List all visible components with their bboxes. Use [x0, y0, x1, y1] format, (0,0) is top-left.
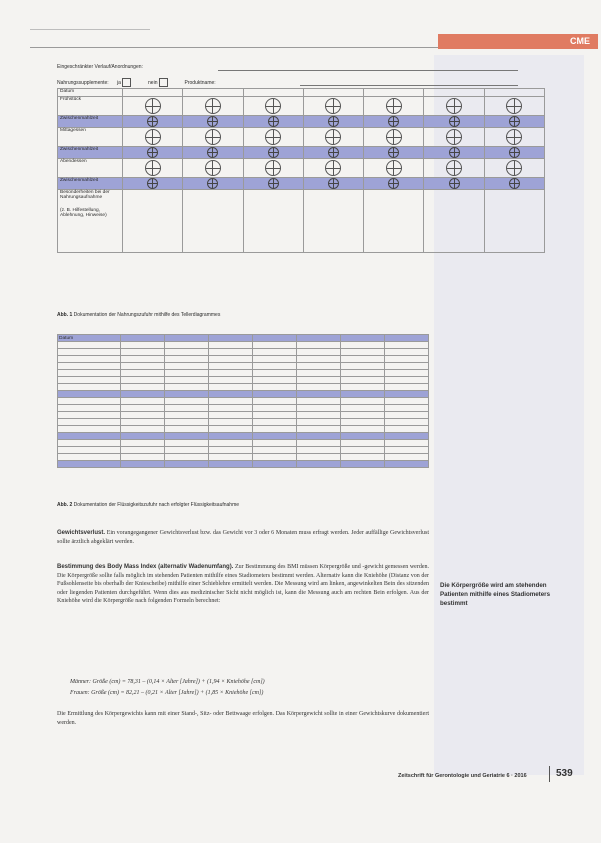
checkbox-nein[interactable]: [159, 78, 168, 87]
plate-icon[interactable]: [207, 116, 218, 127]
form-underline: [218, 70, 518, 71]
plate-icon[interactable]: [449, 116, 460, 127]
checkbox-ja[interactable]: [122, 78, 131, 87]
plate-icon[interactable]: [509, 147, 520, 158]
plate-icon[interactable]: [449, 178, 460, 189]
notes-label-cell: Besonderheiten bei der Nahrungsaufnahme (z. B. Hilfestellung, Ablehnung, Hinweise): [58, 190, 123, 253]
sidebar-note: Die Körpergröße wird am stehenden Patienten mithilfe eines Stadiometers bestimmt: [440, 582, 551, 607]
plate-icon[interactable]: [265, 129, 281, 145]
figure-1-caption: Abb. 1 Dokumentation der Nahrungszufuhr mithilfe des Tellerdiagrammes: [57, 312, 221, 318]
formula-men: Männer: Größe (cm) = 78,31 – (0,14 × Alter [Jahre]) + (1,94 × Kniehöhe [cm]): [70, 679, 265, 685]
plate-icon[interactable]: [268, 147, 279, 158]
plate-diagram-table: [57, 88, 545, 253]
plate-icon[interactable]: [265, 160, 281, 176]
plate-icon[interactable]: [328, 116, 339, 127]
table2-date-cell: Datum: [58, 335, 121, 342]
plate-icon[interactable]: [145, 160, 161, 176]
plate-icon[interactable]: [205, 160, 221, 176]
plate-icon[interactable]: [325, 160, 341, 176]
paragraph-weight: Die Ermittlung des Körpergewichts kann mit einer Stand-, Sitz- oder Bettwaage erfolgen. Das Körpergewicht sollte in einer Gewichtskurve dokumentiert werden.: [57, 711, 429, 726]
row-label-dinner: Abendessen: [58, 159, 123, 178]
plate-icon[interactable]: [509, 178, 520, 189]
plate-icon[interactable]: [506, 160, 522, 176]
plate-icon[interactable]: [147, 147, 158, 158]
paragraph-bmi: Bestimmung des Body Mass Index (alternativ Wadenumfang). Zur Bestimmung des BMI müssen Körpergröße und -gewicht gemessen werden. Die Körpergröße sollte falls möglich im stehenden Patienten mithilfe eines Stadiometers bestimmt werden. Alternativ kann die Kniehöhe (Distanz von der Fußsohlenseite bis oberhalb der Kniescheibe) mithilfe einer Schieblehre ermittelt werden. Die Messung wird am linken, angewinkelten Bein des sitzenden oder liegenden Patienten durchgeführt. Wenn dies aus medizinischer Sicht nicht möglich ist, kann die Messung auch am rechten Bein erfolgen. Aus der Kniehöhe wird die Körpergröße nach folgenden Formeln berechnet:: [57, 564, 429, 605]
form-line-restrictions: Eingeschränkter Verlauf/Anordnungen:: [57, 64, 143, 70]
paragraph-weight-loss: Gewichtsverlust. Ein vorangegangener Gewichtsverlust bzw. das Gewicht vor 3 oder 6 Monaten muss erfragt werden. Jeder auffällige Gewichtsverlust sollte ärztlich abgeklärt werden.: [57, 530, 430, 545]
plate-icon[interactable]: [386, 129, 402, 145]
plate-icon[interactable]: [268, 178, 279, 189]
plate-icon[interactable]: [506, 129, 522, 145]
plate-icon[interactable]: [388, 178, 399, 189]
plate-icon[interactable]: [509, 116, 520, 127]
plate-icon[interactable]: [268, 116, 279, 127]
top-rule: [30, 29, 150, 30]
page-number: 539: [556, 768, 573, 779]
row-label-snack: Zwischenmahlzeit: [58, 116, 123, 128]
plate-icon[interactable]: [449, 147, 460, 158]
plate-icon[interactable]: [446, 98, 462, 114]
plate-icon[interactable]: [145, 98, 161, 114]
fluid-table: [57, 334, 429, 468]
plate-icon[interactable]: [207, 147, 218, 158]
formula-women: Frauen: Größe (cm) = 82,21 – (0,21 × Alter [Jahre]) + (1,85 × Kniehöhe [cm]): [70, 690, 264, 696]
plate-icon[interactable]: [205, 129, 221, 145]
plate-icon[interactable]: [147, 116, 158, 127]
plate-icon[interactable]: [207, 178, 218, 189]
plate-icon[interactable]: [145, 129, 161, 145]
cme-label: CME: [570, 36, 590, 46]
plate-icon[interactable]: [446, 129, 462, 145]
row-label-lunch: Mittagessen: [58, 128, 123, 147]
plate-icon[interactable]: [328, 147, 339, 158]
row-label-snack: Zwischenmahlzeit: [58, 178, 123, 190]
journal-footer: Zeitschrift für Gerontologie und Geriatrie 6 · 2016: [398, 773, 527, 779]
product-underline: [300, 85, 518, 86]
plate-icon[interactable]: [325, 129, 341, 145]
plate-icon[interactable]: [446, 160, 462, 176]
plate-icon[interactable]: [205, 98, 221, 114]
plate-icon[interactable]: [506, 98, 522, 114]
plate-icon[interactable]: [388, 147, 399, 158]
plate-icon[interactable]: [328, 178, 339, 189]
plate-icon[interactable]: [325, 98, 341, 114]
row-label-snack: Zwischenmahlzeit: [58, 147, 123, 159]
figure-2-caption: Abb. 2 Dokumentation der Flüssigkeitszufuhr nach erfolgter Flüssigkeitsaufnahme: [57, 502, 240, 508]
plate-icon[interactable]: [386, 160, 402, 176]
plate-icon[interactable]: [147, 178, 158, 189]
form-line-supplements: Nahrungssupplemente: ja nein Produktname:: [57, 79, 216, 86]
plate-icon[interactable]: [265, 98, 281, 114]
row-label-breakfast: Frühstück: [58, 97, 123, 116]
footer-divider: [549, 766, 550, 782]
table1-date-cell: Datum: [58, 89, 123, 97]
plate-icon[interactable]: [388, 116, 399, 127]
cme-tab: [438, 34, 598, 49]
plate-icon[interactable]: [386, 98, 402, 114]
